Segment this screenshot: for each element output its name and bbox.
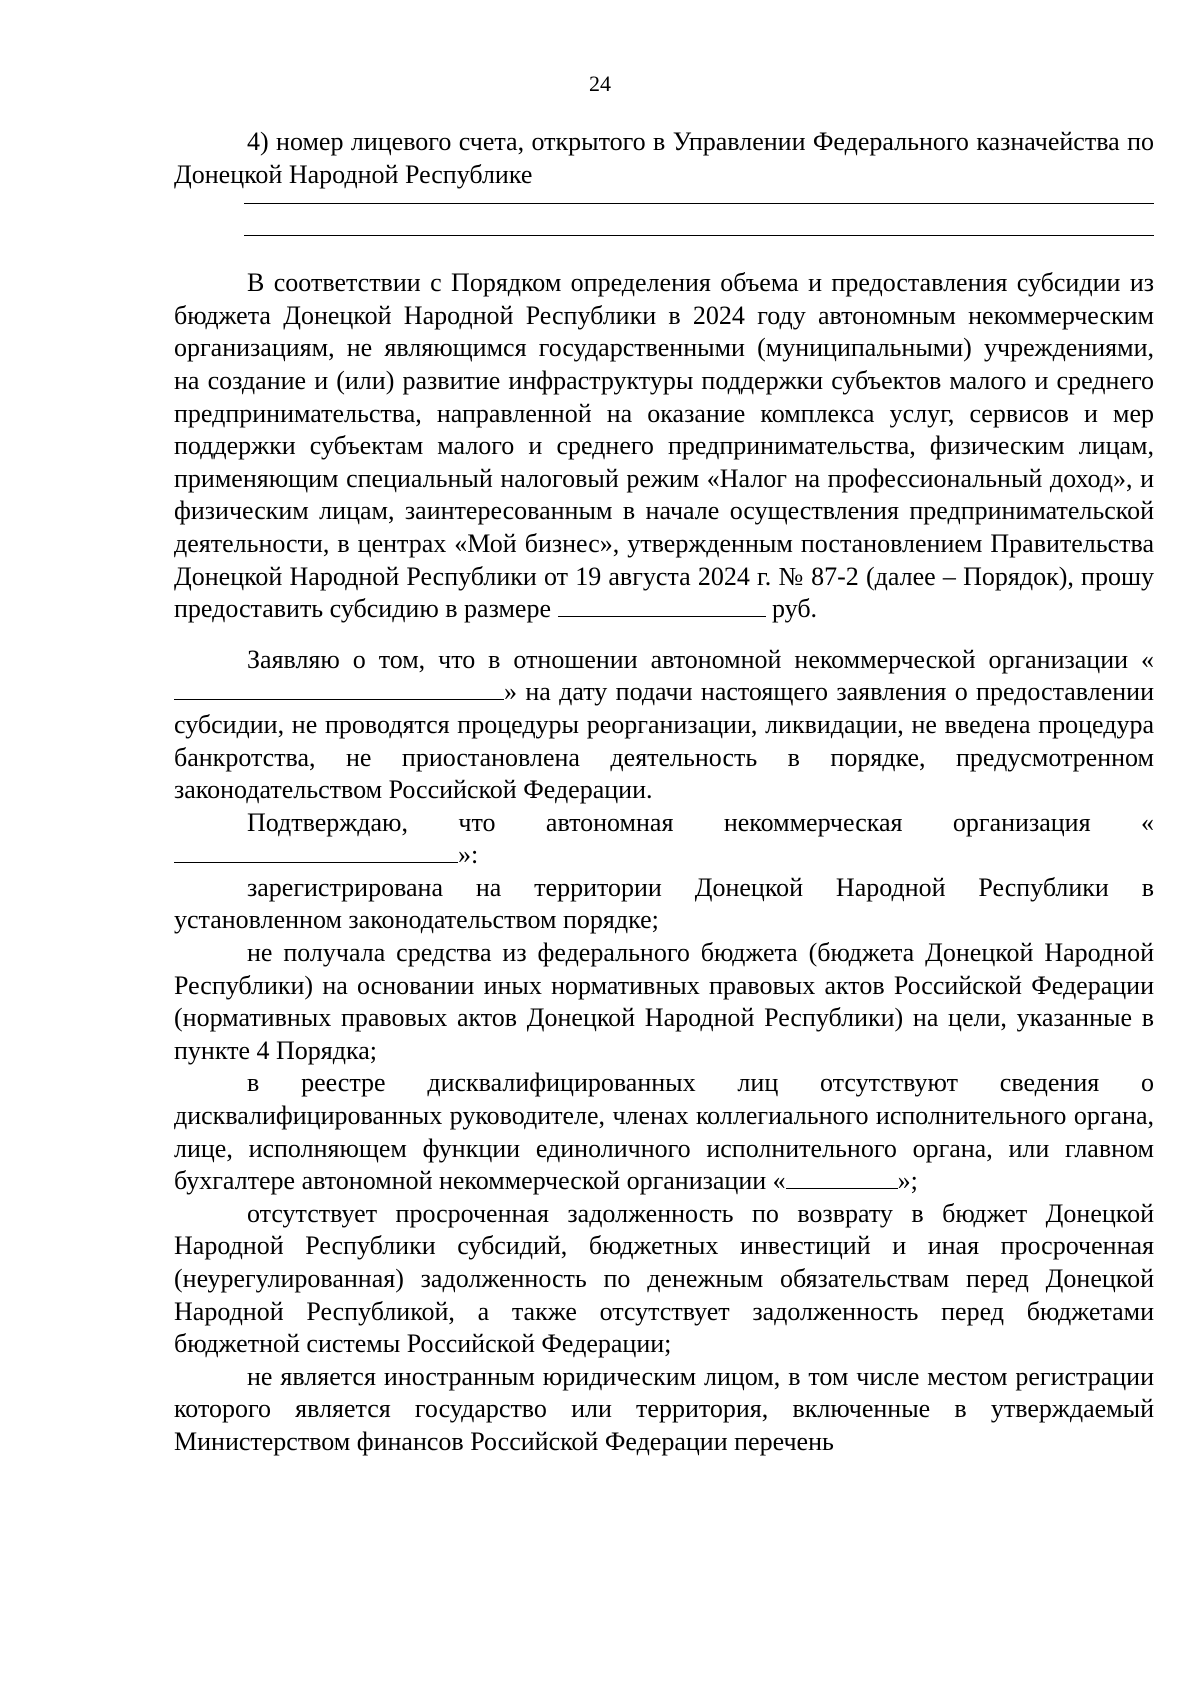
- confirmation-intro-paragraph: [174, 807, 1154, 872]
- confirmation-item-no-debt: отсутствует просроченная задолженность по возврату в бюджет Донецкой Народной Республики субсидий, бюджетных инвестиций и иная просроченная (неурегулированная) задолженность по денежным обязательствам перед Донецкой Народной Республикой, а также отсутствует задолженность перед бюджетами бюджетной системы Российской Федерации;: [174, 1198, 1154, 1359]
- currency-label: руб.: [765, 594, 818, 624]
- declaration-text-end: » на дату подачи настоящего заявления о предоставлении субсидии, не проводятся процедуры реорганизации, ликвидации, не введена процедура банкротства, не приостановлена деятельность в порядке, предусмотренном законодательством Российской Федерации.: [174, 677, 1154, 805]
- document-body: [174, 126, 1154, 1459]
- subsidy-request-text: В соответствии с Порядком определения объема и предоставления субсидии из бюджета Донецкой Народной Республики в 2024 году автономным некоммерческим организациям, не являющимся государственными (муниципальными) учреждениями, на создание и (или) развитие инфраструктуры поддержки субъектов малого и среднего предпринимательства, направленной на оказание комплекса услуг, сервисов и мер поддержки субъектам малого и среднего предпринимательства, физическим лицам, применяющим специальный налоговый режим «Налог на профессиональный доход», и физическим лицам, заинтересованным в начале осуществления предпринимательской деятельности, в центрах «Мой бизнес», утвержденным постановлением Правительства Донецкой Народной Республики от 19 августа 2024 г. № 87-2 (далее – Порядок), прошу предоставить субсидию в размере: [174, 268, 1154, 624]
- account-number-blank-line-2: [244, 235, 1154, 236]
- subsidy-request-paragraph: [174, 267, 1154, 626]
- confirmation-intro-text: Подтверждаю, что автономная некоммерческая организация «: [247, 807, 1154, 837]
- subsidy-amount-blank: [558, 594, 766, 617]
- declaration-paragraph: [174, 644, 1154, 807]
- confirmation-item-not-foreign: не является иностранным юридическим лицом, в том числе местом регистрации которого является государство или территория, включенные в утверждаемый Министерством финансов Российской Федерации перечень: [174, 1361, 1154, 1456]
- page-number: 24: [589, 71, 611, 96]
- organization-name-blank: [174, 677, 504, 700]
- account-number-paragraph: 4) номер лицевого счета, открытого в Управлении Федерального казначейства по Донецкой Народной Республике: [174, 127, 1154, 189]
- confirmation-item-registry: [174, 1067, 1154, 1197]
- declaration-text-start: Заявляю о том, что в отношении автономной некоммерческой организации «: [247, 644, 1154, 674]
- confirmation-organization-blank: [174, 840, 458, 863]
- account-number-blank-line-1: [244, 203, 1154, 204]
- registry-organization-blank: [786, 1166, 898, 1189]
- registry-text-end: »;: [897, 1166, 918, 1196]
- confirmation-item-no-funds: не получала средства из федерального бюджета (бюджета Донецкой Народной Республики) на основании иных нормативных правовых актов Российской Федерации (нормативных правовых актов Донецкой Народной Республики) на цели, указанные в пункте 4 Порядка;: [174, 938, 1154, 1065]
- confirmation-item-registered: зарегистрирована на территории Донецкой Народной Республики в установленном законодательством порядке;: [174, 872, 1154, 935]
- registry-text: в реестре дисквалифицированных лиц отсутствуют сведения о дисквалифицированных руководителе, членах коллегиального исполнительного органа, лице, исполняющем функции единоличного исполнительного органа, или главном бухгалтере автономной некоммерческой организации «: [174, 1068, 1154, 1196]
- confirmation-intro-end: »:: [458, 840, 479, 870]
